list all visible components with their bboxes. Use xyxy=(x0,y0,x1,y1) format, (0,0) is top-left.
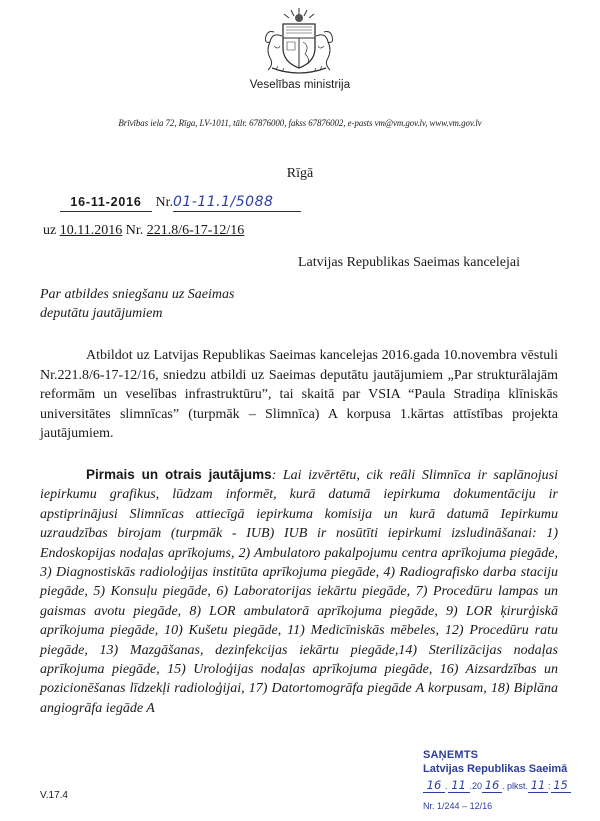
received-stamp-number: Nr. 1/244 – 12/16 xyxy=(423,801,493,811)
reply-nr-label: Nr. xyxy=(125,223,144,238)
received-time-label: . plkst. xyxy=(502,781,529,791)
reply-to-label: uz xyxy=(43,223,57,238)
received-nr-label: Nr. xyxy=(423,801,435,811)
received-stamp-org: Latvijas Republikas Saeimā xyxy=(423,763,568,775)
recipient: Latvijas Republikas Saeimas kancelejai xyxy=(298,255,520,270)
ministry-name: Veselības ministrija xyxy=(249,79,351,91)
outgoing-registration-line xyxy=(60,193,301,212)
document-subject: Par atbildes sniegšanu uz Saeimas deputātu jautājumiem xyxy=(40,287,235,321)
paragraph-1-text: Atbildot uz Latvijas Republikas Saeimas kancelejas 2016.gada 10.novembra vēstuli Nr.221.8/6-17-12/16, sniedzu atbildi uz Saeimas deputātu jautājumiem „Par strukturālajām reformām un veselības infrastruktūru”, tai skaitā par VSIA “Paula Stradiņa klīniskās universitātes slimnīcas” (turpmāk – Slimnīca) A korpusa 1.kārtas attīstības projekta jautājumiem. xyxy=(40,348,558,441)
paragraph-2-heading: Pirmais un otrais jautājums xyxy=(86,467,272,482)
received-nr-suffix: 12/16 xyxy=(469,801,493,811)
reply-to-number: 221.8/6-17-12/16 xyxy=(146,223,245,238)
body-paragraph-2 xyxy=(40,465,558,718)
template-version: V.17.4 xyxy=(40,790,68,801)
document-city: Rīgā xyxy=(286,166,314,181)
date-stamp: 16-11-2016 xyxy=(60,193,152,212)
nr-label: Nr. xyxy=(155,195,173,210)
reply-to-date: 10.11.2016 xyxy=(59,223,123,238)
received-stamp xyxy=(423,749,593,816)
received-month: 11 xyxy=(448,778,470,793)
received-stamp-date: 16 . 11 .20 16 . plkst. 11 : 15 xyxy=(423,776,593,796)
paragraph-2-text: : Lai izvērtētu, cik reāli Slimnīca ir saplānojusi iepirkumu grafikus, lūdzam informēt, kurā datumā iepirkuma dokumentāciju ir apstiprinājusi Slimnīcas attiecīgā iepirkuma komisija un kurā datumā Iepirkumu uzraudzības birojam (turpmāk - IUB) IUB ir nosūtīti iepirkumi izsludināšanai: 1) Endoskopijas nodaļas aprīkojums, 2) Ambulatoro pakalpojumu centra aprīkojuma piegāde, 3) Diagnostiskās radioloģijas institūta aprīkojuma piegāde, 4) Radiografisko darba staciju piegāde, 5) Konsuļu piegāde, 6) Laboratorijas iekārtu piegāde, 7) Procedūru lampas un gaismas avotu piegāde, 8) LOR ambulatorā aprīkojuma piegāde, 9) LOR ķirurģiskā aprīkojuma piegāde, 10) Kušetu piegāde, 11) Medicīniskās mēbeles, 12) Procedūru ratu piegāde, 13) Mazgāšanas, dezinfekcijas iekārtu piegāde,14) Sterilizācijas nodaļas aprīkojuma piegāde, 15) Uroloģijas nodaļas aprīkojuma piegāde, 16) Aizsardzības un pozicionēšanas līdzekļi radioloģijai, 17) Datortomogrāfa piegāde A korpusam, 18) Biplāna angiogrāfa iegāde A xyxy=(40,468,558,716)
received-stamp-title: SAŅEMTS xyxy=(423,749,479,761)
received-hour: 11 xyxy=(528,778,548,793)
coat-of-arms-icon xyxy=(258,6,340,78)
received-minute: 15 xyxy=(551,778,571,793)
received-day: 16 xyxy=(423,778,445,793)
body-paragraph-1 xyxy=(40,346,558,444)
received-nr-handwritten: 1/244 xyxy=(437,801,460,811)
received-year-prefix: .20 xyxy=(469,781,483,791)
reply-reference-line xyxy=(43,223,244,239)
received-year: 16 xyxy=(482,778,502,793)
ministry-address: Brīvības iela 72, Rīga, LV-1011, tālr. 67876000, fakss 67876002, e-pasts vm@vm.gov.lv, www.vm.gov.lv xyxy=(118,118,482,128)
outgoing-number: 01-11.1/5088 xyxy=(173,193,301,212)
